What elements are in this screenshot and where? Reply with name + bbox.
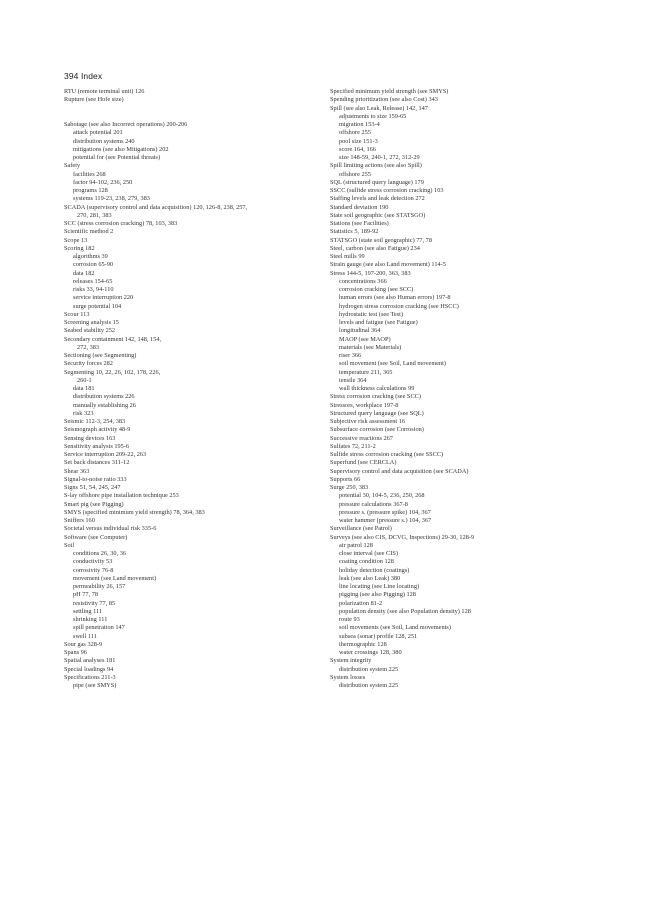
- index-subentry: pressure s. (pressure spike) 104, 367: [339, 508, 431, 516]
- index-entry: Spatial analyses 181: [64, 657, 116, 665]
- index-subentry: MAOP (see MAOP): [339, 335, 391, 343]
- index-entry: Sniffers 160: [64, 517, 95, 524]
- index-subentry: swell 111: [73, 632, 97, 640]
- index-subentry: distribution systems 226: [73, 393, 135, 401]
- index-subentry: size 148-59, 240-1, 272, 312-29: [339, 154, 420, 161]
- index-entry: Supervisory control and data acquisition (see SCADA): [330, 467, 469, 475]
- index-subentry: migration 153-4: [339, 121, 380, 128]
- index-subentry: leak (see also Leak) 380: [339, 574, 401, 582]
- index-entry: Statistics 5, 189-92: [330, 228, 379, 236]
- index-subentry: score 164, 166: [339, 145, 376, 153]
- index-subentry: programs 128: [73, 187, 108, 194]
- index-entry: Scour 113: [64, 310, 90, 318]
- index-subentry: concentrations 366: [339, 277, 387, 285]
- index-entry: Structured query language (see SQL): [330, 409, 424, 417]
- index-entry: Subsurface corrosion (see Corrosion): [330, 426, 424, 434]
- index-entry: Screening analysis 15: [64, 319, 119, 326]
- index-entry: Strain gauge (see also Land movement) 114-5: [330, 261, 446, 269]
- index-subentry: service interruption 220: [73, 294, 134, 302]
- index-subentry: releases 154-65: [73, 277, 113, 285]
- index-entry: Sulfide stress corrosion cracking (see SSCC): [330, 451, 444, 458]
- index-subentry: thermographic 128: [339, 640, 387, 648]
- index-subentry: pigging (see also Pigging) 128: [339, 591, 416, 599]
- index-entry: Service interruption 209-22, 263: [64, 451, 147, 458]
- index-subentry: pool size 151-3: [339, 137, 378, 145]
- index-subentry: longitudinal 364: [339, 327, 381, 335]
- index-entry: Signs 51, 54, 245, 247: [64, 484, 121, 491]
- index-entry: System integrity: [330, 657, 372, 665]
- index-entry: Rupture (see Hofe size): [64, 96, 124, 104]
- index-subentry: wall thickness calculations 99: [339, 385, 415, 392]
- index-subentry: pH 77, 78: [73, 591, 99, 599]
- index-entry: Sabotage (see also Incorrect operations) 200-206: [64, 121, 188, 128]
- index-column-left: [64, 88, 326, 690]
- index-entry: Shear 363: [64, 467, 90, 475]
- index-subentry: spill penetration 147: [73, 624, 125, 632]
- index-entry: SMYS (specified minimum yield strength) 78, 364, 383: [64, 508, 205, 516]
- index-entry: Security forces 282: [64, 360, 113, 368]
- index-entry: Seismograph activity 48-9: [64, 426, 131, 434]
- index-subentry: temperature 211, 365: [339, 368, 393, 376]
- index-entry: System losses: [330, 673, 366, 681]
- index-entry: Scoring 182: [64, 244, 95, 252]
- index-entry: Staffing levels and leak detection 272: [330, 195, 425, 203]
- index-entry: Signal-to-noise ratio 333: [64, 475, 127, 483]
- index-subentry: algorithms 39: [73, 253, 108, 260]
- index-subentry: pipe (see SMYS): [73, 682, 117, 689]
- index-subentry: manually establishing 26: [73, 401, 136, 409]
- index-subentry: materials (see Materials): [339, 343, 402, 351]
- index-entry: Superfund (see CERCLA): [330, 459, 397, 467]
- index-subentry: polarization 81-2: [339, 599, 383, 607]
- index-subentry: settling 111: [73, 607, 103, 615]
- index-subentry: resistivity 77, 85: [73, 599, 116, 607]
- index-subentry: levels and fatigue (see Fatigue): [339, 319, 418, 326]
- index-continuation: 272, 383: [77, 343, 100, 351]
- index-subentry: attack potential 201: [73, 129, 123, 137]
- index-subentry: risks 33, 94-110: [73, 286, 114, 293]
- index-entry: SQL (structured query language) 179: [330, 178, 424, 186]
- index-entry: SCADA (supervisory control and data acquisition) 120, 126-8, 238, 257,: [64, 203, 248, 211]
- index-entry: Software (see Computer): [64, 533, 128, 541]
- index-subentry: pressure calculations 367-8: [339, 500, 408, 508]
- index-entry: Seabed stability 252: [64, 327, 116, 335]
- index-subentry: corrosivity 76-8: [73, 566, 114, 574]
- index-entry: Smart pig (see Pigging): [64, 500, 124, 508]
- index-subentry: route 93: [339, 616, 360, 623]
- index-entry: SCC (stress corrosion cracking) 78, 103, 383: [64, 220, 178, 227]
- index-subentry: corrosion cracking (see SCC): [339, 286, 414, 293]
- index-entry: Soil: [64, 541, 75, 549]
- index-subentry: conductivity 53: [73, 558, 113, 566]
- index-entry: Sulfates 72, 211-2: [330, 442, 376, 450]
- index-entry: Secondary containment 142, 148, 154,: [64, 335, 162, 343]
- index-continuation: 260-1: [77, 376, 92, 384]
- index-subentry: offshore 255: [339, 129, 371, 137]
- index-subentry: hydrogen stress corrosion cracking (see HSCC): [339, 302, 459, 310]
- index-subentry: data 182: [73, 269, 95, 277]
- index-subentry: riser 366: [339, 352, 362, 359]
- index-entry: RTU (remote terminal unit) 126: [64, 88, 145, 95]
- index-subentry: close interval (see CIS): [339, 550, 398, 557]
- index-subentry: movement (see Land movement): [73, 574, 157, 582]
- index-entry: Segmenting 10, 22, 26, 102, 178, 226,: [64, 368, 161, 376]
- index-entry: STATSGO (state soil geographic) 77, 78: [330, 236, 432, 244]
- index-entry: State soil geographic (see STATSGO): [330, 211, 426, 219]
- index-entry: Successive reactions 267: [330, 434, 393, 442]
- index-subentry: population density (see also Population density) 128: [339, 607, 471, 615]
- index-entry: Spill (see also Leak, Release) 142, 147: [330, 104, 428, 112]
- index-entry: Scope 13: [64, 236, 88, 244]
- index-entry: Standard deviation 190: [330, 203, 389, 211]
- index-subentry: distribution system 225: [339, 665, 399, 673]
- index-entry: Surveys (see also CIS, DCVG, Inspections) 29-30, 128-9: [330, 533, 475, 541]
- index-subentry: water hammer (pressure s.) 104, 367: [339, 517, 432, 524]
- page-header: 394 Index: [64, 71, 103, 81]
- index-entry: Stress corrosion cracking (see SCC): [330, 393, 421, 401]
- index-entry: Societal versus individual risk 335-6: [64, 525, 157, 533]
- index-subentry: human errors (see also Human errors) 197-8: [339, 294, 451, 302]
- index-subentry: permeability 26, 157: [73, 583, 126, 590]
- index-entry: Surge 250, 383: [330, 484, 369, 491]
- index-entry: Steel mills 99: [330, 253, 365, 260]
- index-spacer: [64, 105, 326, 113]
- index-spacer: [64, 113, 326, 121]
- index-entry: SSCC (sulfide stress corrosion cracking) 103: [330, 187, 444, 194]
- index-subentry: water crossings 128, 380: [339, 649, 402, 656]
- index-subentry: potential for (see Potential threats): [73, 154, 161, 161]
- index-entry: Surveillance (see Patrol): [330, 525, 392, 533]
- index-entry: Specified minimum yield strength (see SMYS): [330, 88, 449, 95]
- index-entry: Sensing devices 163: [64, 434, 116, 442]
- index-subentry: tensile 364: [339, 376, 367, 384]
- index-continuation: 270, 281, 383: [77, 211, 112, 219]
- index-subentry: soil movements (see Soil, Land movements): [339, 624, 451, 632]
- index-subentry: surge potential 104: [73, 302, 122, 310]
- index-entry: Seismic 112-3, 254, 383: [64, 418, 126, 425]
- index-subentry: air patrol 128: [339, 541, 373, 549]
- index-entry: Specifications 211-3: [64, 673, 116, 681]
- index-entry: Subjective risk assessment 16: [330, 418, 406, 425]
- index-subentry: hydrostatic test (see Test): [339, 310, 403, 318]
- index-subentry: distribution system 225: [339, 682, 399, 689]
- index-subentry: mitigations (see also Mitigations) 202: [73, 145, 169, 153]
- index-subentry: adjustments to size 159-65: [339, 112, 407, 120]
- index-subentry: coating condition 128: [339, 558, 394, 566]
- index-entry: Spending prioritization (see also Cost) 343: [330, 96, 438, 104]
- index-entry: Sensitivity analysis 195-6: [64, 442, 130, 450]
- index-column-right: [330, 88, 620, 690]
- index-entry: Supports 66: [330, 475, 361, 483]
- index-subentry: conditions 26, 30, 36: [73, 550, 126, 557]
- index-entry: Stressors, workplace 197-8: [330, 401, 399, 409]
- index-entry: Scientific method 2: [64, 228, 114, 236]
- index-entry: Safety: [64, 162, 81, 170]
- index-entry: Stress 144-5, 197-200, 363, 383: [330, 269, 411, 277]
- index-subentry: facilities 268: [73, 170, 106, 178]
- index-subentry: soil movement (see Soil, Land movement): [339, 360, 447, 368]
- index-entry: Special loadings 94: [64, 665, 114, 673]
- index-subentry: holiday detection (coatings): [339, 566, 410, 574]
- index-subentry: risk 323: [73, 409, 94, 417]
- index-entry: Set back distances 311-12: [64, 459, 130, 467]
- index-subentry: offshore 255: [339, 170, 371, 178]
- index-subentry: data 181: [73, 385, 95, 392]
- index-entry: Spill limiting actions (see also Spill): [330, 162, 422, 170]
- index-subentry: corrosion 65-90: [73, 261, 114, 269]
- index-entry: Sectioning (see Segmenting): [64, 352, 137, 359]
- index-entry: Steel, carbon (see also Fatigue) 234: [330, 244, 420, 252]
- index-subentry: systems 119-23, 238, 279, 383: [73, 195, 150, 203]
- index-entry: Sour gas 328-9: [64, 640, 103, 648]
- index-subentry: line locating (see Line locating): [339, 583, 420, 590]
- index-subentry: distribution systems 240: [73, 137, 135, 145]
- index-subentry: shrinking 111: [73, 616, 108, 623]
- index-subentry: subsea (sonar) profile 128, 251: [339, 632, 418, 640]
- index-subentry: potential 30, 104-5, 236, 250, 268: [339, 492, 425, 500]
- index-entry: Stations (see Facilities): [330, 220, 389, 227]
- index-entry: Spans 96: [64, 649, 87, 656]
- index-subentry: factor 94-102, 236, 250: [73, 178, 133, 186]
- index-entry: S-lay offshore pipe installation technique 253: [64, 492, 179, 500]
